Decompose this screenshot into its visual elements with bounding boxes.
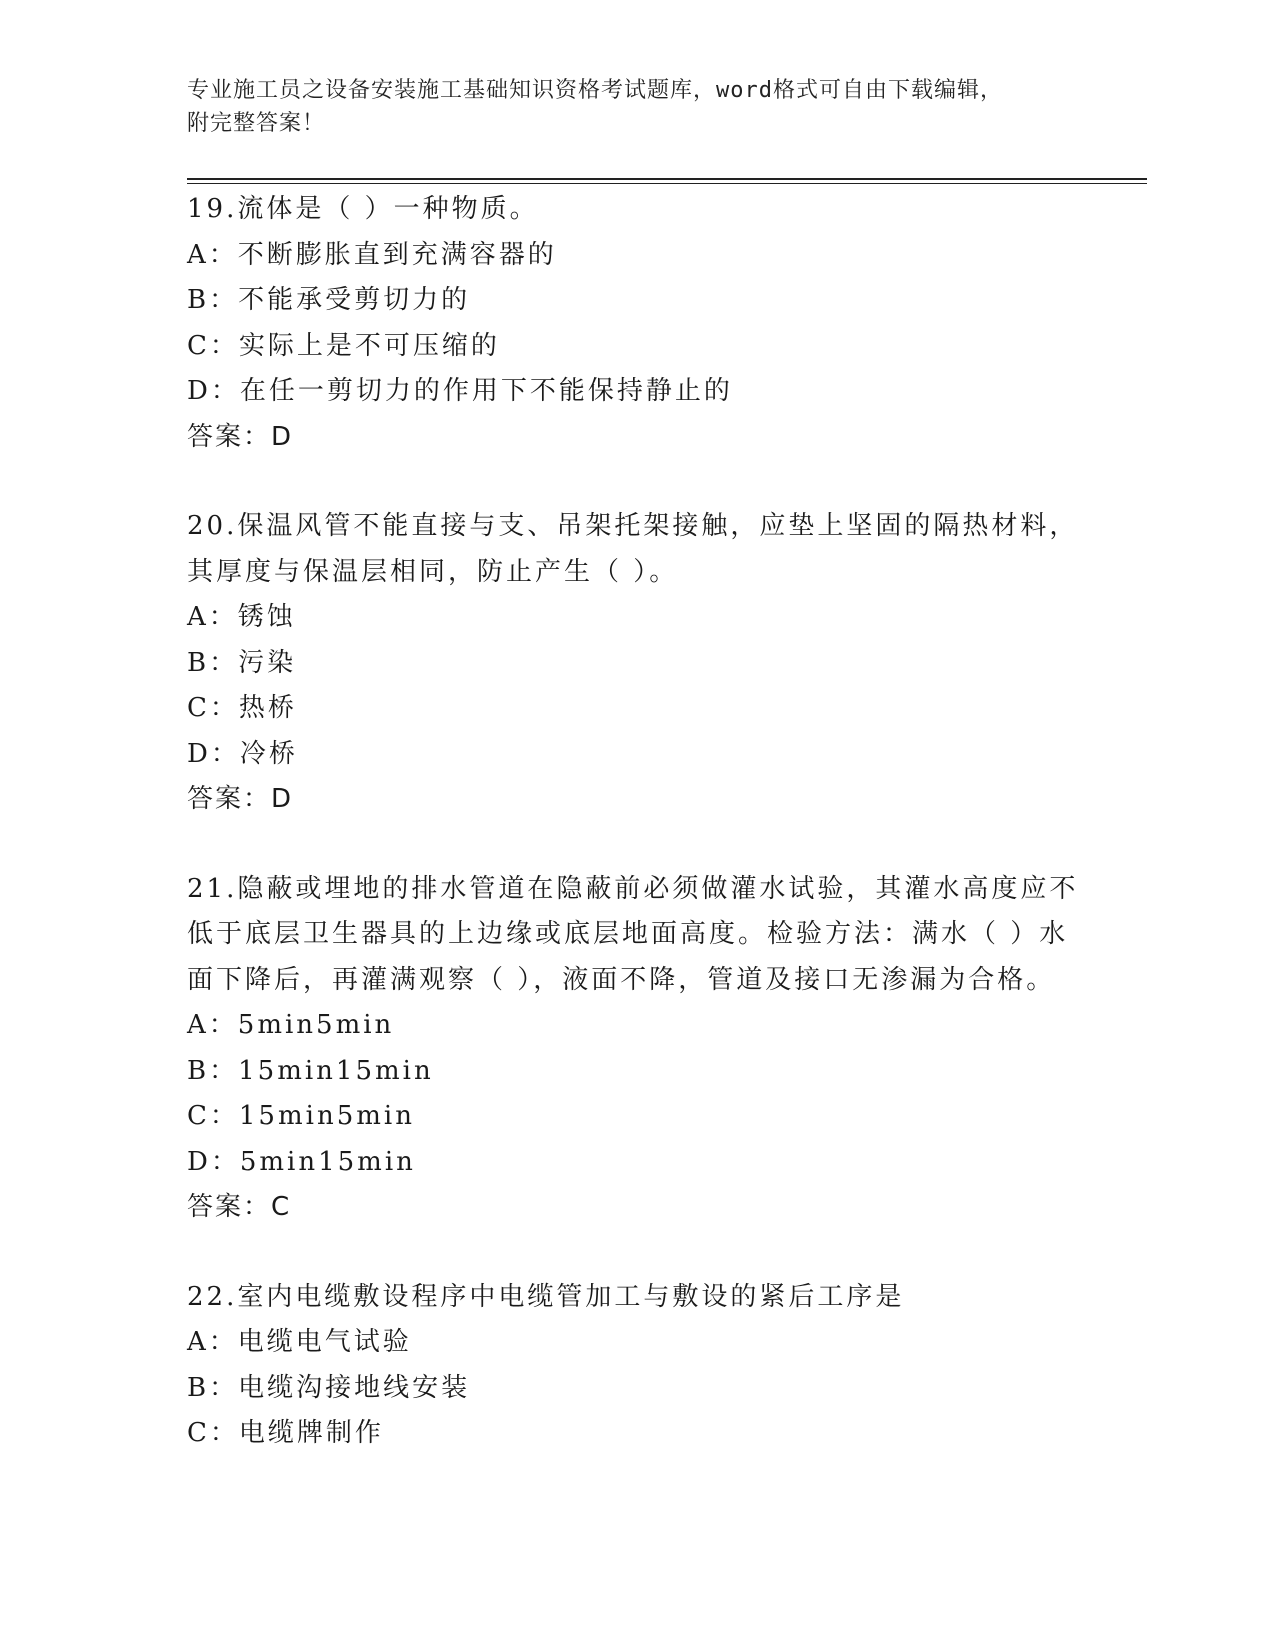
answer-option: D：冷桥 xyxy=(187,738,298,769)
answer-option: D：在任一剪切力的作用下不能保持静止的 xyxy=(187,376,733,406)
question-block xyxy=(187,1275,1147,1457)
question-stem-line: 其厚度与保温层相同，防止产生（ ）。 xyxy=(187,556,679,587)
question-stem-line: 19.流体是（ ）一种物质。 xyxy=(187,194,539,224)
answer-option: B：不能承受剪切力的 xyxy=(187,285,471,315)
question-stem-line: 22.室内电缆敷设程序中电缆管加工与敷设的紧后工序是 xyxy=(187,1281,905,1312)
answer-option: A：不断膨胀直到充满容器的 xyxy=(187,239,557,270)
question-stem-line: 低于底层卫生器具的上边缘或底层地面高度。检验方法：满水（ ）水 xyxy=(187,919,1069,949)
answer-option: C：实际上是不可压缩的 xyxy=(187,330,500,361)
answer-option: A：电缆电气试验 xyxy=(187,1327,412,1357)
question-stem-line: 面下降后，再灌满观察（ ），液面不降，管道及接口无渗漏为合格。 xyxy=(187,964,1056,995)
document-header xyxy=(187,74,1147,140)
header-line-2: 附完整答案！ xyxy=(187,111,326,136)
answer-key: 答案：C xyxy=(187,1192,292,1222)
answer-option: D：5min15min xyxy=(187,1146,416,1177)
question-stem-line: 21.隐蔽或埋地的排水管道在隐蔽前必须做灌水试验，其灌水高度应不 xyxy=(187,873,1079,904)
answer-key: 答案：D xyxy=(187,784,294,814)
answer-key: 答案：D xyxy=(187,421,294,452)
header-rule-thick xyxy=(187,178,1147,180)
answer-option: C：15min5min xyxy=(187,1101,415,1131)
answer-option: B：污染 xyxy=(187,647,297,678)
answer-option: B：15min15min xyxy=(187,1055,434,1086)
header-rule-thin xyxy=(187,183,1147,184)
answer-option: A：5min5min xyxy=(187,1010,395,1040)
answer-option: A：锈蚀 xyxy=(187,602,296,632)
answer-option: C：电缆牌制作 xyxy=(187,1418,384,1448)
answer-option: C：热桥 xyxy=(187,693,297,723)
header-line-1: 专业施工员之设备安装施工基础知识资格考试题库，word格式可自由下载编辑， xyxy=(187,78,1003,103)
question-list xyxy=(187,187,1147,1501)
question-block xyxy=(187,867,1147,1231)
question-stem-line: 20.保温风管不能直接与支、吊架托架接触，应垫上坚固的隔热材料， xyxy=(187,511,1079,541)
question-block xyxy=(187,187,1147,460)
answer-option: B：电缆沟接地线安装 xyxy=(187,1372,471,1403)
question-block xyxy=(187,504,1147,823)
